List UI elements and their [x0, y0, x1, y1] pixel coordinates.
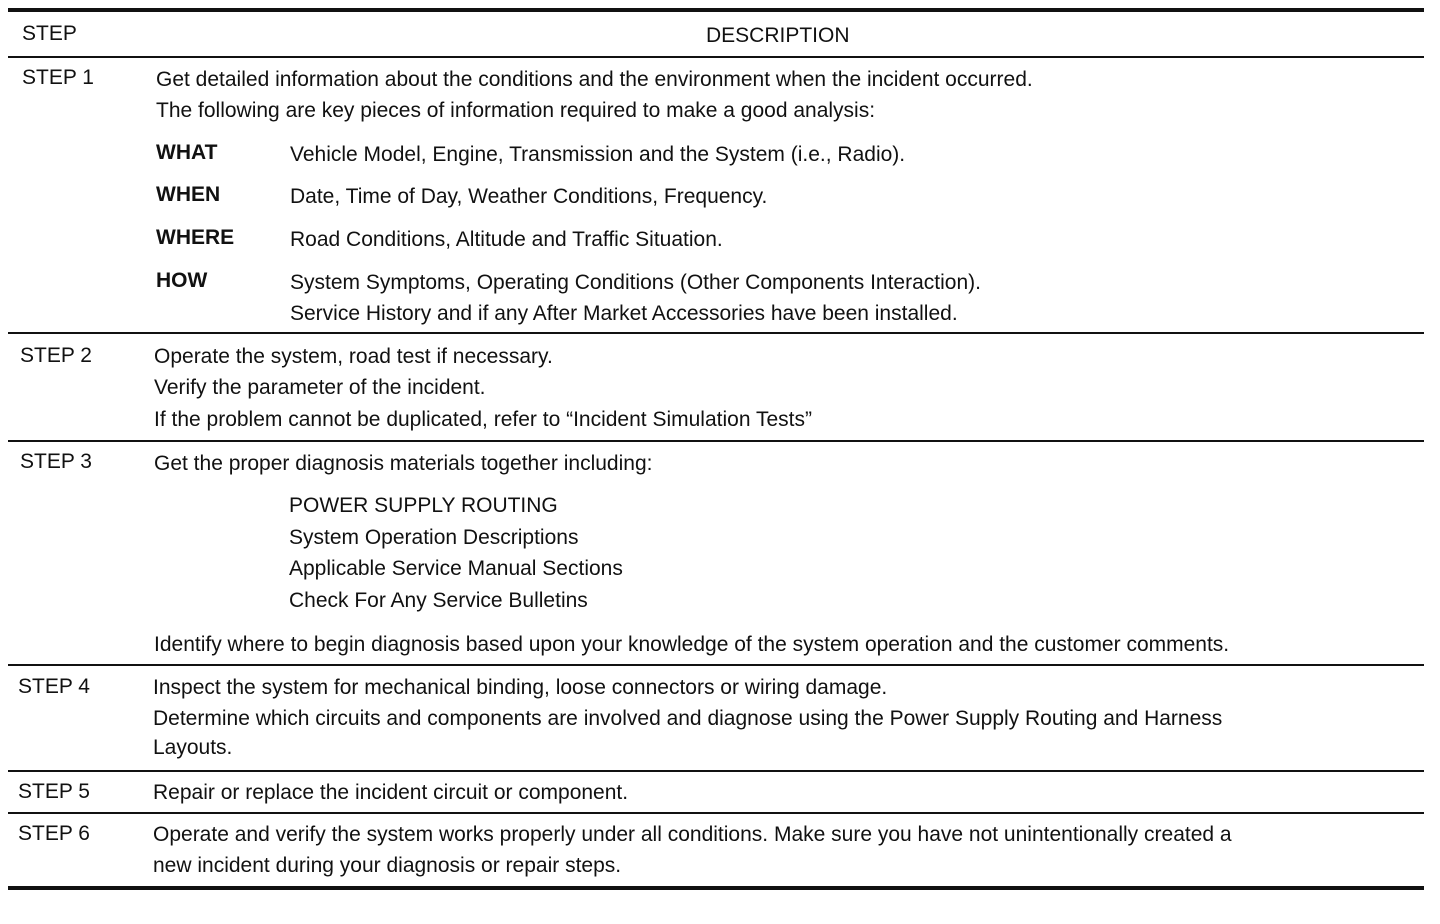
step-line: If the problem cannot be duplicated, refer to “Incident Simulation Tests” — [154, 408, 812, 431]
step-label: STEP 1 — [22, 66, 94, 89]
term-description: Vehicle Model, Engine, Transmission and the System (i.e., Radio). — [290, 143, 906, 166]
step-line: Operate and verify the system works properly under all conditions. Make sure you have not unintentionally created a — [153, 823, 1232, 846]
term-label: WHAT — [156, 141, 218, 164]
header-step: STEP — [22, 22, 77, 45]
row-divider — [8, 332, 1424, 334]
step-line: Identify where to begin diagnosis based upon your knowledge of the system operation and the customer comments. — [154, 633, 1230, 656]
term-description: System Symptoms, Operating Conditions (Other Components Interaction). — [290, 271, 981, 294]
step-line: Operate the system, road test if necessary. — [154, 345, 553, 368]
term-label: WHERE — [156, 226, 235, 249]
step-line: Get the proper diagnosis materials together including: — [154, 452, 653, 475]
step-line: Inspect the system for mechanical binding, loose connectors or wiring damage. — [153, 676, 888, 699]
step-line: new incident during your diagnosis or repair steps. — [153, 854, 622, 877]
term-description: Date, Time of Day, Weather Conditions, Frequency. — [290, 185, 768, 208]
term-description: Service History and if any After Market Accessories have been installed. — [290, 302, 958, 325]
step-line: The following are key pieces of information required to make a good analysis: — [156, 99, 876, 122]
material-item: Check For Any Service Bulletins — [289, 589, 588, 612]
row-divider — [8, 770, 1424, 772]
term-label: HOW — [156, 269, 208, 292]
step-line: Get detailed information about the conditions and the environment when the incident occurred. — [156, 68, 1033, 91]
row-divider — [8, 812, 1424, 814]
step-label: STEP 6 — [18, 822, 90, 845]
term-description: Road Conditions, Altitude and Traffic Situation. — [290, 228, 723, 251]
step-line: Repair or replace the incident circuit or component. — [153, 781, 629, 804]
step-label: STEP 4 — [18, 675, 90, 698]
step-line: Layouts. — [153, 736, 233, 759]
header-description: DESCRIPTION — [706, 24, 850, 47]
row-divider — [8, 664, 1424, 666]
material-item: System Operation Descriptions — [289, 526, 579, 549]
term-label: WHEN — [156, 183, 221, 206]
step-line: Verify the parameter of the incident. — [154, 376, 486, 399]
table-bottom-border — [8, 886, 1424, 890]
step-line: Determine which circuits and components are involved and diagnose using the Power Supply Routing and Harness — [153, 707, 1223, 730]
step-label: STEP 5 — [18, 780, 90, 803]
step-label: STEP 3 — [20, 450, 92, 473]
row-divider — [8, 440, 1424, 442]
header-divider — [8, 56, 1424, 58]
material-item: POWER SUPPLY ROUTING — [289, 494, 558, 517]
table-top-border — [8, 8, 1424, 12]
step-label: STEP 2 — [20, 344, 92, 367]
material-item: Applicable Service Manual Sections — [289, 557, 623, 580]
